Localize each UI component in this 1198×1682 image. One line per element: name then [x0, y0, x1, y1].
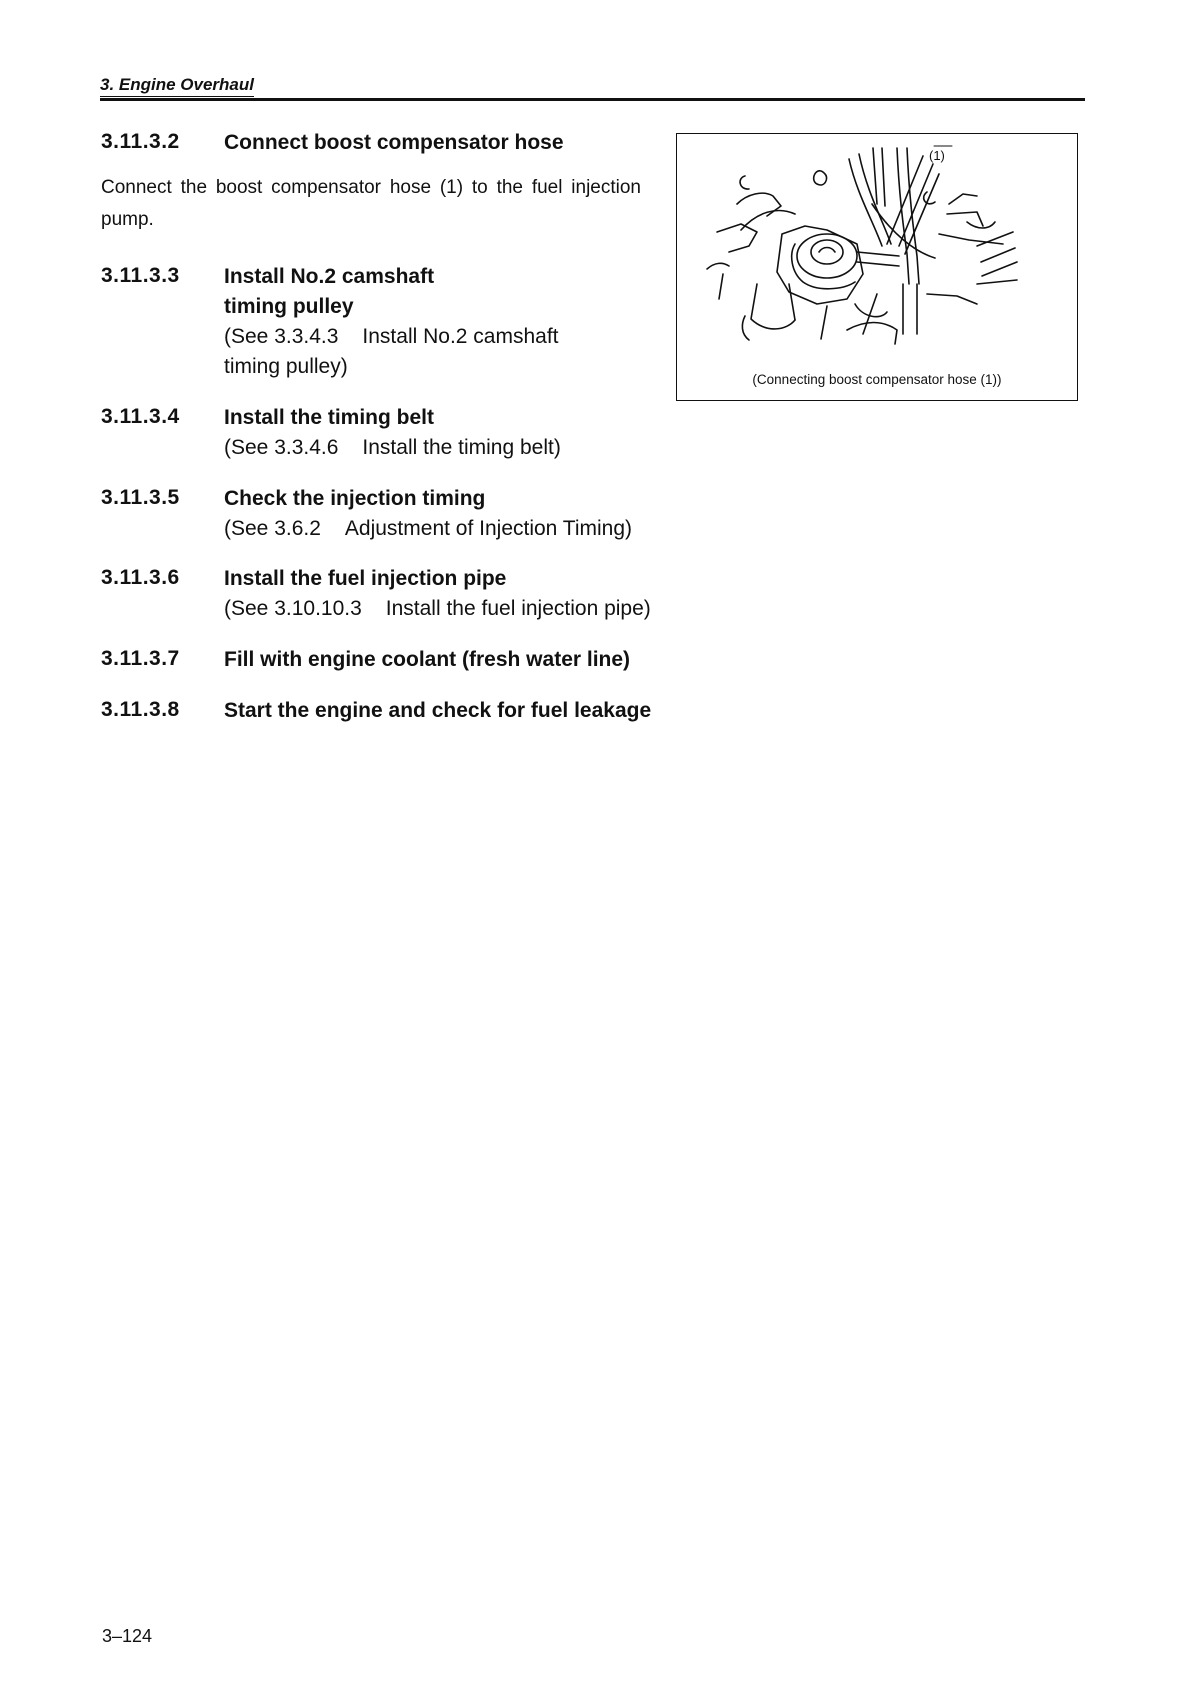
reference-text: Adjustment of Injection Timing) — [344, 517, 633, 540]
section-title: Install the timing belt — [224, 406, 435, 429]
page-number: 3–124 — [102, 1626, 153, 1646]
section-title: Install the fuel injection pipe — [224, 567, 507, 590]
reference-number: (See 3.3.4.6 — [224, 436, 339, 459]
callout-label: (1) — [929, 148, 945, 163]
section-title: Connect boost compensator hose — [224, 131, 564, 154]
section-number: 3.11.3.7 — [101, 647, 180, 670]
section-title: Start the engine and check for fuel leakage — [224, 699, 652, 722]
reference-text: Install No.2 camshaft — [362, 325, 559, 348]
section-reference — [224, 514, 632, 544]
engine-illustration — [677, 134, 1077, 400]
section-reference — [224, 322, 559, 352]
section-number: 3.11.3.6 — [101, 566, 180, 589]
reference-number: (See 3.3.4.3 — [224, 325, 339, 348]
body-paragraph: Connect the boost compensator hose (1) to the fuel injection pump. — [101, 177, 641, 230]
section-title: Check the injection timing — [224, 487, 486, 510]
reference-number: (See 3.6.2 — [224, 517, 321, 540]
section-number: 3.11.3.3 — [101, 264, 180, 287]
section-reference-line2: timing pulley) — [224, 355, 348, 378]
figure-caption: (Connecting boost compensator hose (1)) — [752, 372, 1002, 387]
running-header — [100, 74, 1085, 101]
section-number: 3.11.3.8 — [101, 698, 180, 721]
section-number: 3.11.3.2 — [101, 130, 180, 153]
section-title: Install No.2 camshaft — [224, 265, 435, 288]
section-title: Fill with engine coolant (fresh water line) — [224, 648, 631, 671]
section-number: 3.11.3.4 — [101, 405, 180, 428]
section-title-line2: timing pulley — [224, 295, 354, 318]
section-reference — [224, 433, 561, 463]
reference-text: Install the fuel injection pipe) — [385, 597, 651, 620]
reference-text: Install the timing belt) — [362, 436, 561, 459]
reference-number: (See 3.10.10.3 — [224, 597, 362, 620]
figure-boost-compensator-hose — [676, 133, 1078, 401]
section-reference — [224, 594, 651, 624]
header-title: 3. Engine Overhaul — [100, 74, 254, 97]
section-number: 3.11.3.5 — [101, 486, 180, 509]
